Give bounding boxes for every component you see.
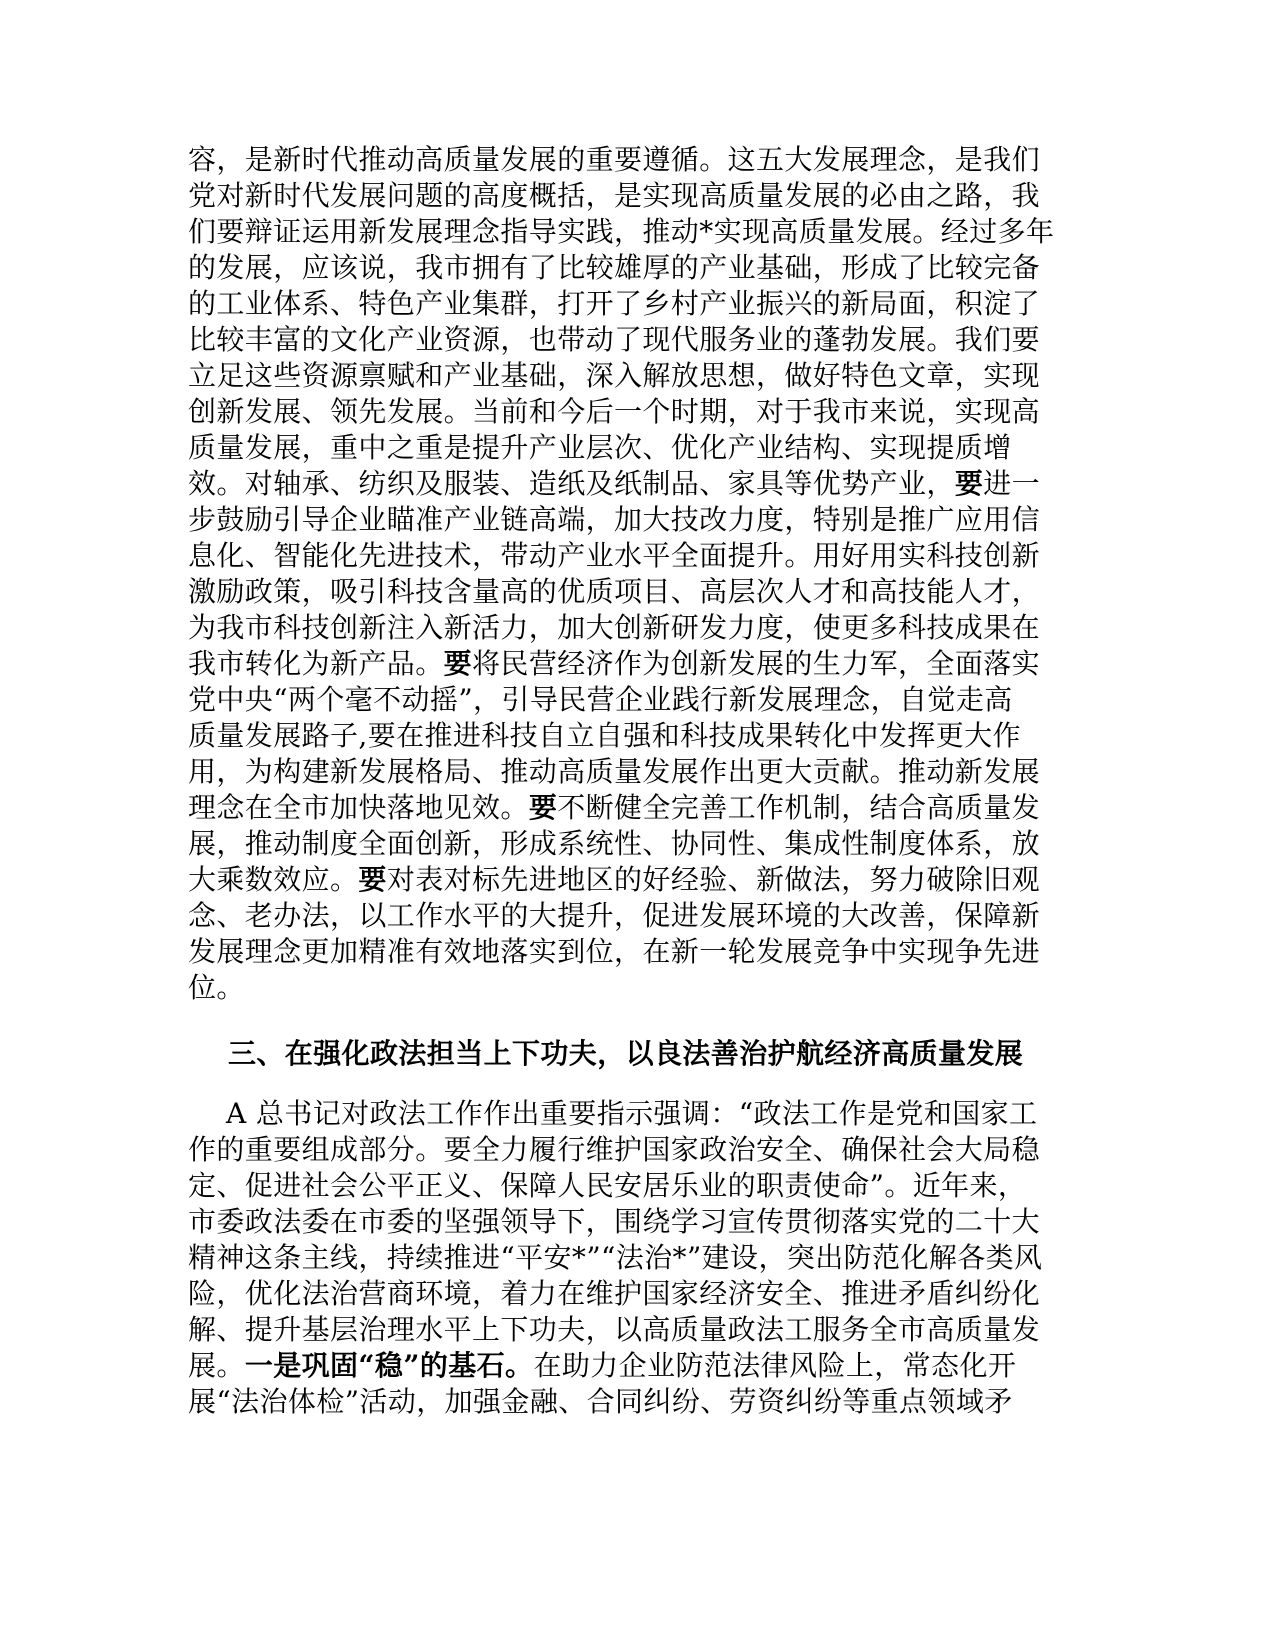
body-text-line: 用，为构建新发展格局、推动高质量发展作出更大贡献。推动新发展 bbox=[188, 755, 1041, 788]
bold-emphasis: 一是巩固“稳”的基石。 bbox=[244, 1349, 534, 1382]
text-run: 我市转化为新产品。 bbox=[188, 647, 444, 680]
bold-emphasis: 要 bbox=[528, 791, 558, 824]
body-text-line: 念、老办法，以工作水平的大提升，促进发展环境的大改善，保障新 bbox=[188, 899, 1041, 932]
body-text-line: 的发展，应该说，我市拥有了比较雄厚的产业基础，形成了比较完备 bbox=[188, 251, 1041, 284]
body-text-line: 立足这些资源禀赋和产业基础，深入解放思想，做好特色文章，实现 bbox=[188, 359, 1041, 392]
body-text-line: A 总书记对政法工作作出重要指示强调：“政法工作是党和国家工 bbox=[226, 1097, 1038, 1130]
body-text-line: 比较丰富的文化产业资源，也带动了现代服务业的蓬勃发展。我们要 bbox=[188, 323, 1041, 356]
body-text-line: 展，推动制度全面创新，形成系统性、协同性、集成性制度体系，放 bbox=[188, 827, 1041, 860]
body-text-line: 激励政策，吸引科技含量高的优质项目、高层次人才和高技能人才， bbox=[188, 575, 1041, 608]
body-text-line: 党中央“两个毫不动摇”，引导民营企业践行新发展理念，自觉走高 bbox=[188, 683, 1013, 716]
body-text-line: 展“法治体检”活动，加强金融、合同纠纷、劳资纠纷等重点领域矛 bbox=[188, 1385, 1013, 1418]
body-text-line bbox=[188, 464, 1068, 504]
text-run: 不断健全完善工作机制，结合高质量发 bbox=[557, 791, 1041, 824]
body-text-line bbox=[188, 1346, 1068, 1386]
text-run: 将民营经济作为创新发展的生力军，全面落实 bbox=[472, 647, 1041, 680]
body-text-line: 市委政法委在市委的坚强领导下，围绕学习宣传贯彻落实党的二十大 bbox=[188, 1205, 1041, 1238]
bold-emphasis: 要 bbox=[358, 863, 387, 896]
text-run: 对表对标先进地区的好经验、新做法，努力破除旧观 bbox=[386, 863, 1041, 896]
text-run: 大乘数效应。 bbox=[188, 863, 359, 896]
body-text-line: 作的重要组成部分。要全力履行维护国家政治安全、确保社会大局稳 bbox=[188, 1133, 1041, 1166]
body-text-line: 创新发展、领先发展。当前和今后一个时期，对于我市来说，实现高 bbox=[188, 395, 1041, 428]
bold-emphasis: 要 bbox=[954, 467, 984, 500]
text-run: 理念在全市加快落地见效。 bbox=[188, 791, 529, 824]
body-text-line: 精神这条主线，持续推进“平安*”“法治*”建设，突出防范化解各类风 bbox=[188, 1241, 1043, 1274]
body-text-line: 息化、智能化先进技术，带动产业水平全面提升。用好用实科技创新 bbox=[188, 539, 1041, 572]
text-run: 在助力企业防范法律风险上，常态化开 bbox=[533, 1349, 1017, 1382]
body-text-line: 为我市科技创新注入新活力，加大创新研发力度，使更多科技成果在 bbox=[188, 611, 1041, 644]
text-run: 效。对轴承、纺织及服装、造纸及纸制品、家具等优势产业， bbox=[188, 467, 955, 500]
body-text-line: 发展理念更加精准有效地落实到位，在新一轮发展竞争中实现争先进 bbox=[188, 935, 1041, 968]
body-text-line: 们要辩证运用新发展理念指导实践，推动*实现高质量发展。经过多年 bbox=[188, 215, 1055, 248]
body-text-line: 质量发展路子,要在推进科技自立自强和科技成果转化中发挥更大作 bbox=[188, 719, 1021, 752]
body-text-line: 险，优化法治营商环境，着力在维护国家经济安全、推进矛盾纠纷化 bbox=[188, 1277, 1041, 1310]
body-text-line: 解、提升基层治理水平上下功夫，以高质量政法工服务全市高质量发 bbox=[188, 1313, 1041, 1346]
body-text-line: 的工业体系、特色产业集群，打开了乡村产业振兴的新局面，积淀了 bbox=[188, 287, 1041, 320]
body-text-line: 党对新时代发展问题的高度概括，是实现高质量发展的必由之路，我 bbox=[188, 179, 1041, 212]
bold-emphasis: 要 bbox=[443, 647, 473, 680]
body-text-line bbox=[188, 788, 1068, 828]
body-text-line: 容，是新时代推动高质量发展的重要遵循。这五大发展理念，是我们 bbox=[188, 143, 1041, 176]
text-run: 展。 bbox=[188, 1349, 245, 1382]
section-heading: 三、在强化政法担当上下功夫，以良法善治护航经济高质量发展 bbox=[228, 1037, 1024, 1070]
body-text-line bbox=[188, 644, 1068, 684]
body-text-line: 定、促进社会公平正义、保障人民安居乐业的职责使命”。近年来， bbox=[188, 1169, 1027, 1202]
body-text-line: 步鼓励引导企业瞄准产业链高端，加大技改力度，特别是推广应用信 bbox=[188, 503, 1041, 536]
body-text-line: 质量发展，重中之重是提升产业层次、优化产业结构、实现提质增 bbox=[188, 431, 1012, 464]
text-run: 进一 bbox=[983, 467, 1041, 500]
body-text-line: 位。 bbox=[188, 971, 245, 1004]
body-text-line bbox=[188, 860, 1068, 900]
